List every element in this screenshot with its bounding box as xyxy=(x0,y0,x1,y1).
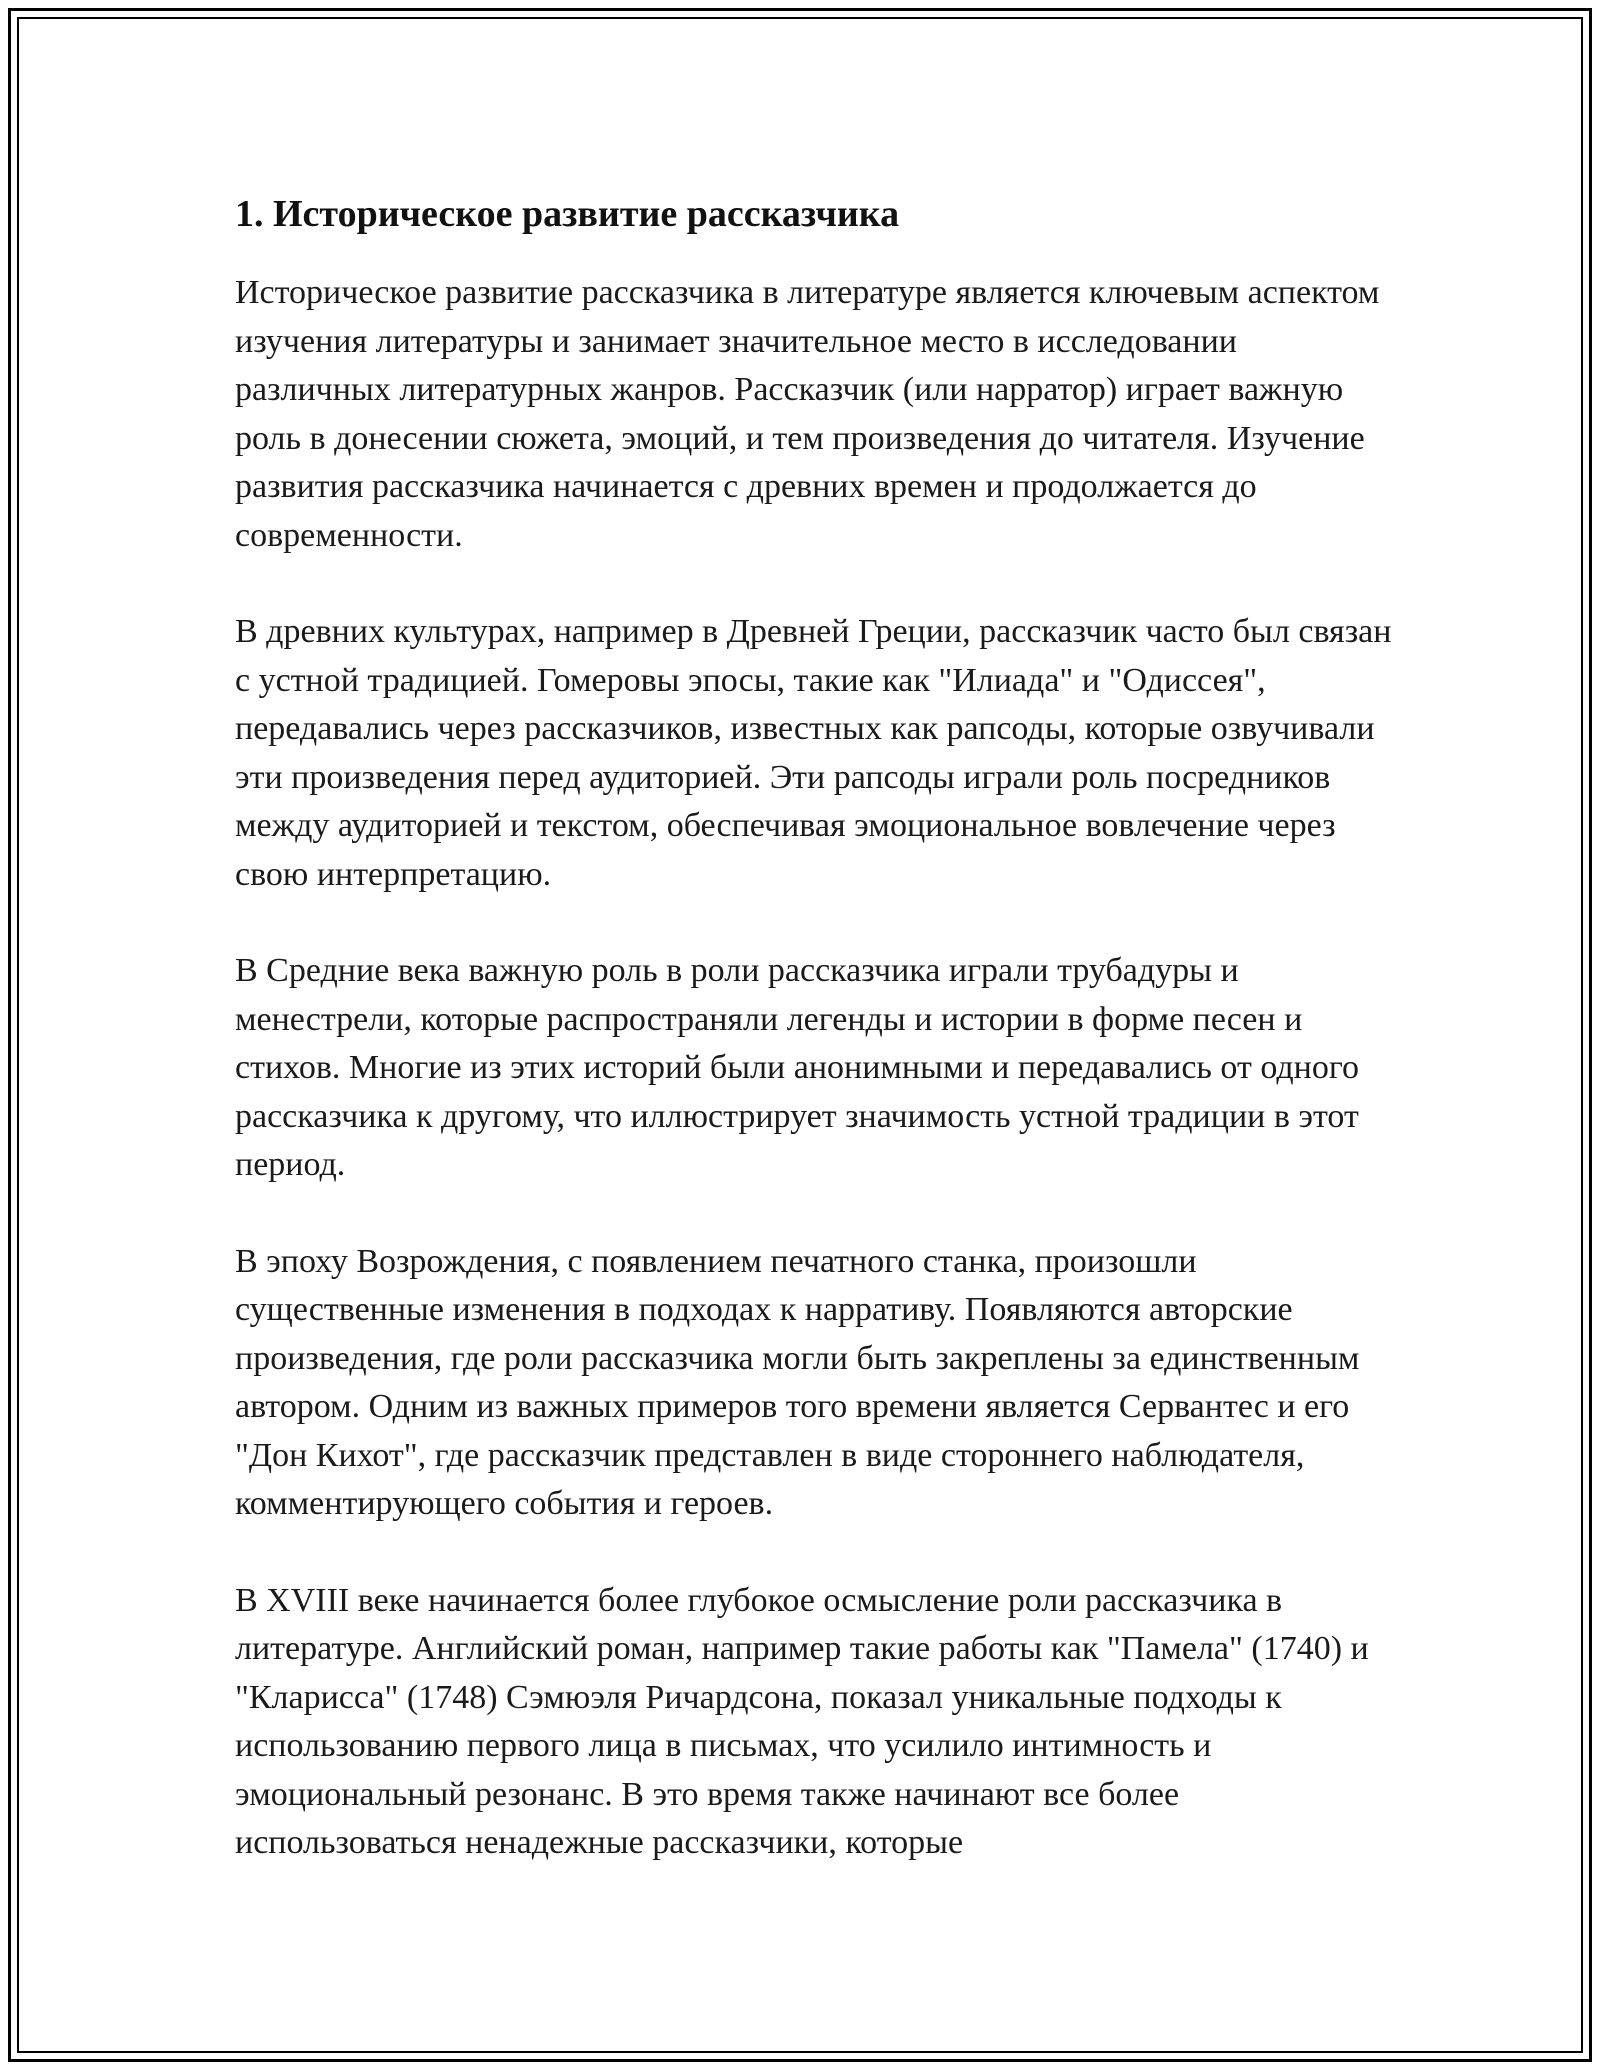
document-body xyxy=(235,185,1395,1916)
paragraph-1: Историческое развитие рассказчика в литературе является ключевым аспектом изучения литературы и занимает значительное место в исследовании различных литературных жанров. Рассказчик (или нарратор) играет важную роль в донесении сюжета, эмоций, и тем произведения до читателя. Изучение развития рассказчика начинается с древних времен и продолжается до современности. xyxy=(235,274,1380,554)
paragraph-4: В эпоху Возрождения, с появлением печатного станка, произошли существенные изменения в подходах к нарративу. Появляются авторские произведения, где роли рассказчика могли быть закреплены за единственным автором. Одним из важных примеров того времени является Сервантес и его "Дон Кихот", где рассказчик представлен в виде стороннего наблюдателя, комментирующего события и героев. xyxy=(235,1242,1360,1522)
paragraph-2: В древних культурах, например в Древней Греции, рассказчик часто был связан с устной традицией. Гомеровы эпосы, такие как "Илиада" и "Одиссея", передавались через рассказчиков, известных как рапсоды, которые озвучивали эти произведения перед аудиторией. Эти рапсоды играли роль посредников между аудиторией и текстом, обеспечивая эмоциональное вовлечение через свою интерпретацию. xyxy=(235,613,1392,893)
paragraph-5: В XVIII веке начинается более глубокое осмысление роли рассказчика в литературе. Английский роман, например такие работы как "Памела" (1740) и "Кларисса" (1748) Сэмюэля Ричардсона, показал уникальные подходы к использованию первого лица в письмах, что усилило интимность и эмоциональный резонанс. В это время также начинают все более использоваться ненадежные рассказчики, которые xyxy=(235,1581,1369,1861)
paragraph-3: В Средние века важную роль в роли рассказчика играли трубадуры и менестрели, которые распространяли легенды и истории в форме песен и стихов. Многие из этих историй были анонимными и передавались от одного рассказчика к другому, что иллюстрирует значимость устной традиции в этот период. xyxy=(235,952,1359,1183)
section-title: 1. Историческое развитие рассказчика xyxy=(235,193,900,235)
